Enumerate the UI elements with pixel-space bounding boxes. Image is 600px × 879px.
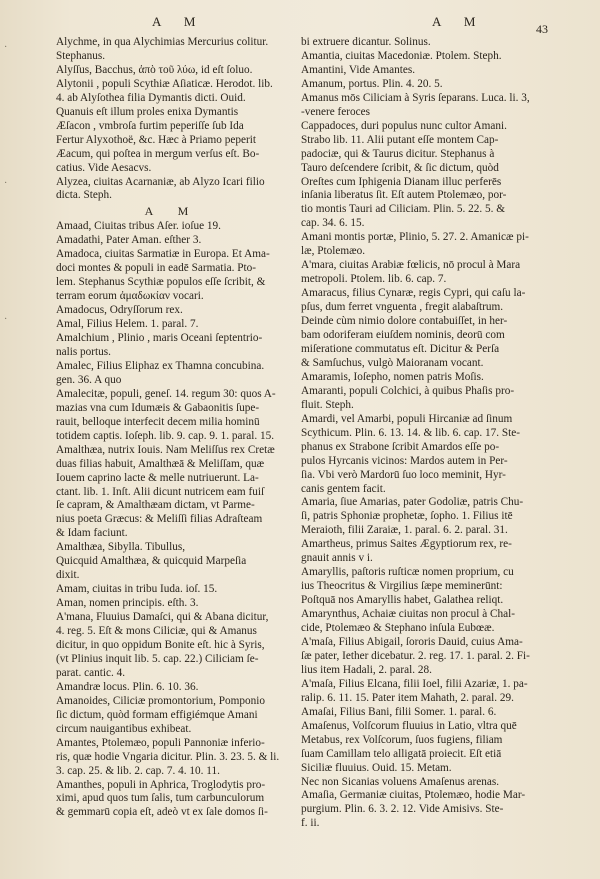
text-line: metropoli. Ptolem. lib. 6. cap. 7.	[301, 273, 447, 286]
text-line: miſeratione commutatus eſt. Dicitur & Perſa	[301, 342, 500, 355]
text-line: 4. reg. 5. Eſt & mons Ciliciæ, qui & Amanus	[56, 625, 257, 638]
section-heading	[56, 205, 288, 219]
dictionary-entry	[301, 287, 545, 371]
text-line: Metabus, rex Volſcorum, ſuos fugiens, filiam	[301, 733, 503, 746]
text-line: A'mara, ciuitas Arabiæ fœlicis, nō procul à Mara	[301, 259, 521, 272]
text-line: Amalthæa, Sibylla. Tibullus,	[56, 541, 186, 554]
dictionary-entry	[301, 36, 545, 50]
text-line: Amani montis portæ, Plinio, 5. 27. 2. Amanicæ pi-	[301, 231, 529, 244]
dictionary-entry	[301, 259, 545, 287]
dictionary-entry	[301, 636, 545, 678]
dictionary-entry	[56, 36, 288, 64]
text-line: Quanuis eſt illum proles enixa Dymantis	[56, 105, 239, 118]
dictionary-entry	[56, 234, 288, 248]
dictionary-entry	[301, 496, 545, 538]
text-line: Amaryllis, paſtoris ruſticæ nomen proprium, cu	[301, 566, 514, 579]
dictionary-entry	[56, 388, 288, 444]
binding-gutter	[4, 40, 16, 448]
dictionary-entry	[56, 332, 288, 360]
dictionary-entry	[301, 413, 545, 497]
dictionary-entry	[301, 706, 545, 720]
text-line: ximi, apud quos tum ſalis, tum carbunculorum	[56, 792, 265, 805]
dictionary-entry	[301, 50, 545, 64]
text-line: A'mana, Fluuius Damaſci, qui & Abana dicitur,	[56, 611, 269, 624]
text-line: lem. Stephanus Scythiæ populos eſſe ſcribit, &	[56, 276, 266, 289]
text-line: padociæ, qui & Taurus dicitur. Stephanus à	[301, 147, 495, 160]
dictionary-entry	[301, 371, 545, 385]
text-line: Amandræ locus. Plin. 6. 10. 36.	[56, 680, 199, 693]
text-line: ſi, patris Sphoniæ prophetæ, ſopho. 1. Filius itē	[301, 510, 513, 523]
text-line: ſic dictum, quòd formam effigiémque Amani	[56, 708, 258, 721]
text-line: A M	[144, 205, 200, 219]
dictionary-entry	[301, 608, 545, 636]
dictionary-entry	[301, 789, 545, 831]
text-line: Oreſtes cum Iphigenia Dianam illuc perferēs	[301, 175, 502, 188]
text-line: Iouem caprino lacte & melle nutriuerunt. La-	[56, 471, 259, 484]
text-line: duas filias habuit, Amalthæā & Meliſſam, quæ	[56, 457, 265, 470]
text-line: bi extruere dicantur. Solinus.	[301, 36, 431, 48]
text-line: terram eorum ἀμαδωκίαν vocari.	[56, 290, 204, 303]
text-line: pſus, dum ferret vnguenta , fregit alabaſtrum.	[301, 301, 504, 314]
dictionary-entry	[56, 737, 288, 779]
dictionary-entry	[301, 385, 545, 413]
left-text-column	[56, 36, 288, 874]
dictionary-entry	[56, 695, 288, 737]
text-line: Aman, nomen principis. eſth. 3.	[56, 597, 199, 610]
dictionary-entry	[56, 360, 288, 388]
text-line: lius item Hadali, 2. paral. 28.	[301, 663, 432, 676]
text-line: parat. cantic. 4.	[56, 666, 126, 679]
text-line: Quicquid Amalthæa, & quicquid Marpeſia	[56, 555, 247, 568]
text-line: Amalchium , Plinio , maris Oceani ſeptentrio-	[56, 332, 263, 345]
gutter-mark: ·	[4, 314, 8, 325]
text-line: Stephanus.	[56, 49, 106, 62]
text-line: (vt Plinius inquit lib. 5. cap. 22.) Ciliciam ſe-	[56, 652, 259, 665]
dictionary-entry	[301, 678, 545, 706]
text-line: Cappadoces, duri populus nunc cultor Amani.	[301, 119, 507, 132]
text-line: bam odoriferam eiuſdem nominis, deorū com	[301, 329, 505, 342]
text-line: Alyſſus, Bacchus, ἀπὸ τοῦ λύω, id eſt ſoluo.	[56, 63, 253, 76]
text-line: Scythicum. Plin. 6. 13. 14. & lib. 6. cap. 17. Ste-	[301, 426, 521, 439]
text-line: ſæ pater, Iether dicebatur. 2. reg. 17. 1. paral. 2. Fi-	[301, 649, 530, 662]
text-line: gen. 36. A quo	[56, 373, 122, 386]
right-text-column	[301, 36, 545, 874]
running-header	[0, 10, 600, 36]
dictionary-entry	[301, 566, 545, 608]
text-line: Deinde cùm nimio dolore contabuiſſet, in her-	[301, 315, 508, 328]
text-line: Amanoides, Ciliciæ promontorium, Pomponio	[56, 694, 266, 707]
text-line: Æſacon , vmbroſa furtim peperiſſe ſub Ida	[56, 119, 244, 132]
text-line: -venere feroces	[301, 105, 371, 118]
text-line: mazias vna cum Idumæis & Gabaonitis ſupe-	[56, 401, 260, 414]
text-line: dixit.	[56, 569, 80, 582]
text-line: Amartheus, primus Saites Ægyptiorum rex, re-	[301, 538, 512, 551]
dictionary-entry	[56, 318, 288, 332]
text-line: Amaſia, Germaniæ ciuitas, Ptolemæo, hodie Mar-	[301, 789, 526, 802]
text-line: Amalthæa, nutrix Iouis. Nam Meliſſus rex Cretæ	[56, 443, 275, 456]
text-line: Amantini, Vide Amantes.	[301, 63, 416, 76]
text-line: læ, Ptolemæo.	[301, 245, 366, 258]
text-line: Amaramis, Ioſepho, nomen patris Moſis.	[301, 370, 484, 383]
text-line: phanus ex Strabone ſcribit Amardos eſſe po-	[301, 440, 500, 453]
text-line: ius Theocritus & Virgilius ſæpe meminerūnt:	[301, 580, 503, 593]
text-line: Meraioth, filii Zaraiæ, 1. paral. 6. 2. paral. 31.	[301, 524, 508, 537]
text-line: ſe capram, & Amalthæam dictam, vt Parme-	[56, 499, 255, 512]
text-line: canis gentem facit.	[301, 482, 386, 495]
text-line: 3. cap. 25. & lib. 2. cap. 7. 4. 10. 11.	[56, 764, 220, 777]
text-line: Amadocus, Odryſſorum rex.	[56, 304, 183, 317]
text-line: 4. ab Alyſothea filia Dymantis dicti. Ouid.	[56, 91, 246, 104]
text-line: & Idam faciunt.	[56, 527, 128, 540]
text-line: inſania liberatus ſit. Eſt autem Ptolemæo, por-	[301, 189, 507, 202]
text-line: nalis portus.	[56, 345, 111, 358]
header-letters-left: A M	[152, 14, 206, 29]
dictionary-entry	[56, 541, 288, 583]
dictionary-entry	[56, 681, 288, 695]
text-line: Amaad, Ciuitas tribus Aſer. ioſue 19.	[56, 220, 221, 233]
dictionary-entry	[56, 78, 288, 176]
text-line: Alytonii , populi Scythiæ Aſiaticæ. Herodot. lib.	[56, 77, 273, 90]
text-line: Amaſai, Filius Bani, filii Somer. 1. paral. 6.	[301, 705, 497, 718]
gutter-mark: ·	[4, 178, 8, 189]
text-line: pulos Hyrcanis vicinos: Mardos autem in Per-	[301, 454, 508, 467]
text-line: Amam, ciuitas in tribu Iuda. ioſ. 15.	[56, 583, 218, 596]
text-line: & Samſuchus, vulgò Maioranam vocant.	[301, 356, 484, 369]
dictionary-entry	[56, 248, 288, 304]
text-line: gnauit annis v i.	[301, 552, 373, 565]
text-line: rauit, belloque interfecit decem milia hominū	[56, 415, 260, 428]
text-line: ſuam Camillam telo alligatā proiecit. Eſt etiā	[301, 747, 502, 760]
dictionary-entry	[301, 231, 545, 259]
text-line: purgium. Plin. 6. 3. 2. 12. Vide Amisivs. Ste-	[301, 803, 504, 816]
dictionary-entry	[56, 597, 288, 611]
text-line: A'maſa, Filius Abigail, ſororis Dauid, cuius Ama-	[301, 635, 523, 648]
dictionary-entry	[56, 583, 288, 597]
text-line: dicitur, in quo oppidum Bonite eſt. hic à Syris,	[56, 638, 265, 651]
text-line: cap. 34. 6. 15.	[301, 217, 365, 230]
dictionary-entry	[56, 64, 288, 78]
text-line: Amaranti, populi Colchici, à quibus Phaſis pro-	[301, 384, 515, 397]
text-line: Nec non Sicanias voluens Amaſenus arenas.	[301, 775, 500, 788]
dictionary-entry	[56, 444, 288, 542]
text-line: Amaſenus, Volſcorum fluuius in Latio, vltra quē	[301, 719, 517, 732]
dictionary-entry	[56, 220, 288, 234]
text-line: f. ii.	[301, 817, 320, 830]
dictionary-entry	[301, 720, 545, 790]
text-line: Amantia, ciuitas Macedoniæ. Ptolem. Steph.	[301, 49, 502, 62]
text-line: Siciliæ fluuius. Ouid. 15. Metam.	[301, 761, 452, 774]
text-line: Amalec, Filius Eliphaz ex Thamna concubina.	[56, 359, 265, 372]
text-line: Amal, Filius Helem. 1. paral. 7.	[56, 318, 199, 331]
dictionary-entry	[301, 92, 545, 232]
header-letters-right: A M	[432, 14, 486, 29]
dictionary-entry	[56, 779, 288, 821]
text-line: Alychme, in qua Alychimias Mercurius colitur.	[56, 36, 269, 48]
text-line: Amaracus, filius Cynaræ, regis Cypri, qui caſu la-	[301, 287, 526, 300]
text-line: A'maſa, Filius Elcana, filii Ioel, filii Azariæ, 1. pa-	[301, 677, 528, 690]
text-line: Fertur Alyxothoë, &c. Hæc à Priamo peperit	[56, 133, 256, 146]
text-line: Strabo lib. 11. Alii putant eſſe montem Cap-	[301, 133, 499, 146]
text-line: ctant. lib. 1. Inſt. Alii dicunt nutricem eam fuiſ	[56, 485, 265, 498]
text-line: nius poeta Græcus: & Meliſſi filias Adraſteam	[56, 513, 263, 526]
text-line: Amardi, vel Amarbi, populi Hircaniæ ad ſinum	[301, 412, 513, 425]
text-line: Amalecitæ, populi, geneſ. 14. regum 30: quos A-	[56, 387, 276, 400]
text-line: dicta. Steph.	[56, 189, 112, 202]
text-line: Æacum, qui poſtea in mergum verſus eſt. Bo-	[56, 147, 260, 160]
text-line: Amantes, Ptolemæo, populi Pannoniæ inferio-	[56, 736, 265, 749]
text-line: Tauro deſcendere ſcribit, & ſic dictum, quòd	[301, 161, 499, 174]
dictionary-entry	[56, 304, 288, 318]
text-line: Alyzea, ciuitas Acarnaniæ, ab Alyzo Icari filio	[56, 175, 265, 188]
text-line: Amanthes, populi in Aphrica, Troglodytis pro-	[56, 778, 266, 791]
dictionary-entry	[56, 611, 288, 681]
text-line: Amanum, portus. Plin. 4. 20. 5.	[301, 77, 443, 90]
text-line: doci montes & populi in eadē Sarmatia. Pto-	[56, 262, 256, 275]
text-line: fluit. Steph.	[301, 398, 354, 411]
text-line: ris, quæ hodie Vngaria dicitur. Plin. 3. 23. 5. & li.	[56, 750, 280, 763]
text-line: cide, Ptolemæo & Stephano inſula Eubœæ.	[301, 622, 495, 635]
dictionary-entry	[301, 64, 545, 78]
dictionary-entry	[301, 78, 545, 92]
dictionary-entry	[56, 176, 288, 204]
text-line: Amadathi, Pater Aman. eſther 3.	[56, 234, 202, 247]
text-line: & gemmarū copia eſt, adeò vt ex ſale domos ſi-	[56, 806, 268, 819]
gutter-mark: ·	[4, 42, 8, 53]
text-line: circum nauigantibus exhibeat.	[56, 722, 192, 735]
text-line: Amadoca, ciuitas Sarmatiæ in Europa. Et Ama-	[56, 248, 270, 261]
text-line: Amaria, ſiue Amarias, pater Godoliæ, patris Chu-	[301, 496, 524, 509]
text-line: Poſtquā nos Amaryllis habet, Galathea reliqt.	[301, 594, 504, 607]
text-line: ſia. Vbi verò Mardorū ſuo loco meminit, Hyr-	[301, 468, 506, 481]
page-number: 43	[536, 22, 548, 36]
text-line: totidem captis. Ioſeph. lib. 9. cap. 9. 1. paral. 15.	[56, 429, 275, 442]
text-line: ralip. 6. 11. 15. Pater item Mahath, 2. paral. 29.	[301, 691, 514, 704]
text-line: Amarynthus, Achaiæ ciuitas non procul à Chal-	[301, 608, 516, 621]
text-line: catius. Vide Aesacvs.	[56, 161, 152, 174]
text-line: tio montis Tauri ad Ciliciam. Plin. 5. 22. 5. &	[301, 203, 505, 216]
dictionary-entry	[301, 538, 545, 566]
text-line: Amanus mōs Ciliciam à Syris ſeparans. Luca. li. 3,	[301, 91, 530, 104]
